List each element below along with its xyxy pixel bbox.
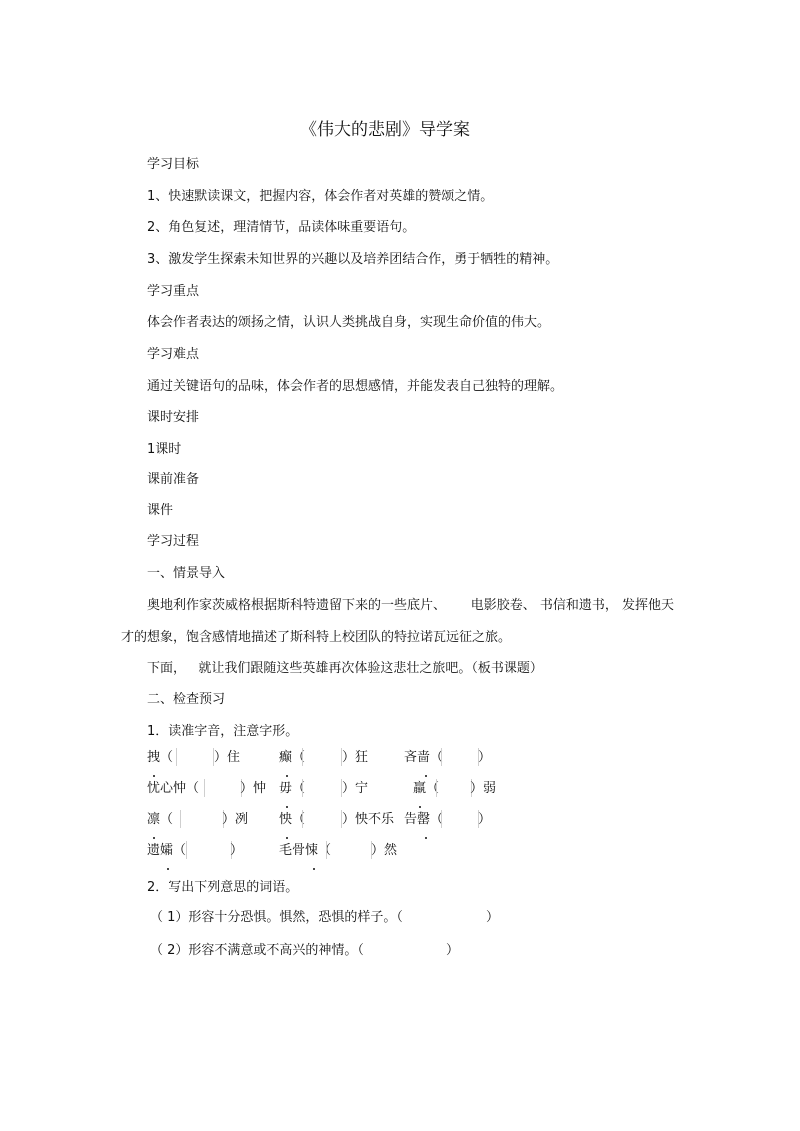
word-suffix: ）狂 xyxy=(342,750,369,765)
emphasis-dot xyxy=(419,806,421,808)
emphasis-dot xyxy=(425,837,427,839)
answer-blank[interactable] xyxy=(176,748,214,766)
q2-answer-close: ） xyxy=(446,943,460,958)
goal-item: 1、快速默读课文，把握内容，体会作者对英雄的赞颂之情。 xyxy=(147,189,494,204)
word-prefix: 羸（ xyxy=(413,781,440,796)
word-prefix: 吝啬（ xyxy=(404,750,444,765)
emphasis-dot xyxy=(286,775,288,777)
schedule-text: 1课时 xyxy=(147,442,182,457)
section2-heading: 二、检查预习 xyxy=(147,692,226,707)
word-prefix: 凛（ xyxy=(147,812,174,827)
answer-blank[interactable] xyxy=(180,810,224,828)
answer-blank[interactable] xyxy=(302,779,342,797)
word-suffix: ）然 xyxy=(371,843,398,858)
q2-answer-close: ） xyxy=(486,910,500,925)
goals-heading: 学习目标 xyxy=(147,157,200,172)
word-prefix: 毋（ xyxy=(279,781,306,796)
goal-item: 2、角色复述，理清情节，品读体味重要语句。 xyxy=(147,220,416,235)
answer-blank[interactable] xyxy=(186,841,232,859)
answer-blank[interactable] xyxy=(302,748,342,766)
word-prefix: 遗孀（ xyxy=(147,843,187,858)
key-heading: 学习重点 xyxy=(147,284,200,299)
key-text: 体会作者表达的颂扬之情，认识人类挑战自身，实现生命价值的伟大。 xyxy=(147,315,551,330)
intro-paragraph-line: 奥地利作家茨威格根据斯科特遗留下来的一些底片、 电影胶卷、 书信和遗书， 发挥他天 xyxy=(147,598,675,613)
section1-heading: 一、情景导入 xyxy=(147,566,226,581)
word-suffix: ）忡 xyxy=(240,781,267,796)
word-suffix: ）冽 xyxy=(222,812,249,827)
q2-item: （ 1）形容十分恐惧。惧然，恐惧的样子。（ xyxy=(150,910,403,925)
emphasis-dot xyxy=(167,868,169,870)
question-1: 1．读准字音，注意字形。 xyxy=(147,724,299,739)
answer-blank[interactable] xyxy=(302,810,342,828)
word-suffix: ）住 xyxy=(214,750,241,765)
word-prefix: 忧心忡（ xyxy=(147,781,200,796)
q2-item: （ 2）形容不满意或不高兴的神情。（ xyxy=(150,943,364,958)
emphasis-dot xyxy=(153,775,155,777)
answer-blank[interactable] xyxy=(441,810,479,828)
emphasis-dot xyxy=(313,868,315,870)
schedule-heading: 课时安排 xyxy=(147,410,200,425)
answer-blank[interactable] xyxy=(436,779,472,797)
answer-blank[interactable] xyxy=(441,748,479,766)
word-prefix: 拽（ xyxy=(147,750,174,765)
word-suffix: ）弱 xyxy=(470,781,497,796)
prep-text: 课件 xyxy=(147,503,174,518)
emphasis-dot xyxy=(286,806,288,808)
answer-blank[interactable] xyxy=(326,841,372,859)
word-suffix: ） xyxy=(478,750,492,765)
word-suffix: ）怏不乐 xyxy=(342,812,395,827)
goal-item: 3、激发学生探索未知世界的兴趣以及培养团结合作，勇于牺牲的精神。 xyxy=(147,252,559,267)
intro-paragraph-line: 下面， 就让我们跟随这些英雄再次体验这悲壮之旅吧。（板书课题） xyxy=(147,661,543,676)
emphasis-dot xyxy=(153,837,155,839)
word-suffix: ） xyxy=(478,812,492,827)
word-prefix: 癫（ xyxy=(279,750,306,765)
answer-blank[interactable] xyxy=(204,779,242,797)
difficulty-text: 通过关键语句的品味，体会作者的思想感情，并能发表自己独特的理解。 xyxy=(147,379,564,394)
process-heading: 学习过程 xyxy=(147,534,200,549)
intro-paragraph-line: 才的想象，饱含感情地描述了斯科特上校团队的特拉诺瓦远征之旅。 xyxy=(121,630,512,645)
difficulty-heading: 学习难点 xyxy=(147,347,200,362)
word-prefix: 怏（ xyxy=(279,812,306,827)
word-prefix: 告罄（ xyxy=(404,812,444,827)
page-title: 《伟大的悲剧》导学案 xyxy=(300,120,470,140)
word-suffix: ） xyxy=(230,843,244,858)
emphasis-dot xyxy=(286,837,288,839)
question-2: 2．写出下列意思的词语。 xyxy=(147,880,299,895)
word-suffix: ）宁 xyxy=(342,781,369,796)
word-prefix: 毛骨悚（ xyxy=(279,843,332,858)
prep-heading: 课前准备 xyxy=(147,472,200,487)
emphasis-dot xyxy=(425,775,427,777)
